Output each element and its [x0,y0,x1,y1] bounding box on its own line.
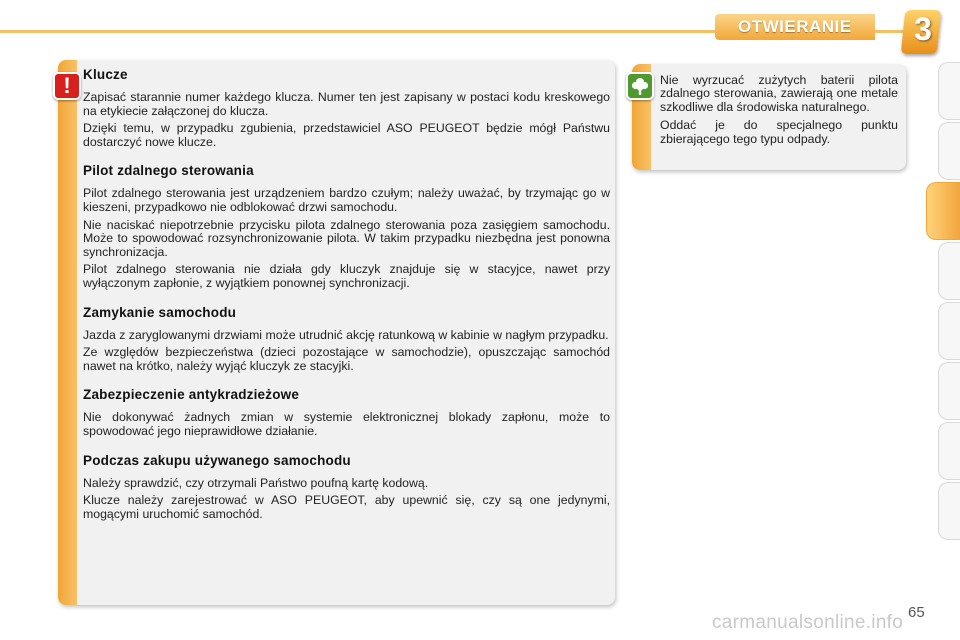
chapter-tab[interactable] [938,422,960,480]
page-number: 65 [908,604,925,621]
chapter-tab[interactable] [938,242,960,300]
paragraph: Jazda z zaryglowanymi drzwiami może utrudnić akcję ratunkową w kabinie w nagłym przypadku. [83,327,609,342]
paragraph: Należy sprawdzić, czy otrzymali Państwo poufną kartę kodową. [83,475,429,490]
panel-stripe [58,60,77,605]
chapter-tab-active[interactable] [926,182,960,240]
warning-exclamation-icon: ! [53,72,81,100]
section-title: Zabezpieczenie antykradzieżowe [83,387,300,403]
warning-content [83,67,610,535]
section-title: Podczas zakupu używanego samochodu [83,452,351,468]
section-used-car [83,453,610,522]
paragraph: Nie naciskać niepotrzebnie przycisku pilota zdalnego sterowania poza zasięgiem samochodu. Może to spowodować rozsynchronizowanie pilota. W takim przypadku niezbędna jest ponowna synchronizacja. [83,217,610,259]
section-title: Zamykanie samochodu [83,304,237,320]
section-title: Pilot zdalnego sterowania [83,163,254,179]
eco-content [660,74,898,151]
paragraph: Ze względów bezpieczeństwa (dzieci pozostające w samochodzie), opuszczając samochód nawet na krótko, należy wyjąć kluczyk ze stacyjki. [83,345,610,373]
chapter-tab[interactable] [938,482,960,540]
section-locking [83,305,610,374]
paragraph: Klucze należy zarejestrować w ASO PEUGEOT, aby upewnić się, czy są one jedynymi, mogącymi uruchomić samochód. [83,493,610,521]
chapter-tabs [934,62,960,574]
chapter-tab[interactable] [938,62,960,120]
paragraph: Nie dokonywać żadnych zmian w systemie elektronicznej blokady zapłonu, może to spowodować jego nieprawidłowe działanie. [83,410,610,438]
paragraph: Oddać je do specjalnego punktu zbierającego tego typu odpady. [660,118,898,146]
chapter-tab[interactable] [938,302,960,360]
paragraph: Dzięki temu, w przypadku zgubienia, przedstawiciel ASO PEUGEOT będzie mógł Państwu dostarczyć nowe klucze. [83,121,610,149]
paragraph: Pilot zdalnego sterowania jest urządzeniem bardzo czułym; należy uważać, by trzymając go w kieszeni, przypadkowo nie odblokować drzwi samochodu. [83,186,610,214]
section-remote-control [83,163,610,290]
watermark: carmanualsonline.info [712,612,904,633]
chapter-number: 3 [914,11,932,47]
section-keys [83,67,610,149]
page-title: OTWIERANIE [738,17,852,36]
section-anti-theft [83,387,610,438]
section-title: Klucze [83,67,128,82]
paragraph: Zapisać starannie numer każdego klucza. Numer ten jest zapisany w postaci kodu kreskowego na etykiecie załączonej do klucza. [83,90,610,118]
chapter-tab[interactable] [938,362,960,420]
paragraph: Nie wyrzucać zużytych baterii pilota zdalnego sterowania, zawierają one metale szkodliwe dla środowiska naturalnego. [660,73,898,114]
chapter-tab[interactable] [938,122,960,180]
eco-tree-icon [626,72,654,100]
paragraph: Pilot zdalnego sterowania nie działa gdy kluczyk znajduje się w stacyjce, nawet przy wyłączonym zapłonie, z wyjątkiem ponownej synchronizacji. [83,262,610,290]
